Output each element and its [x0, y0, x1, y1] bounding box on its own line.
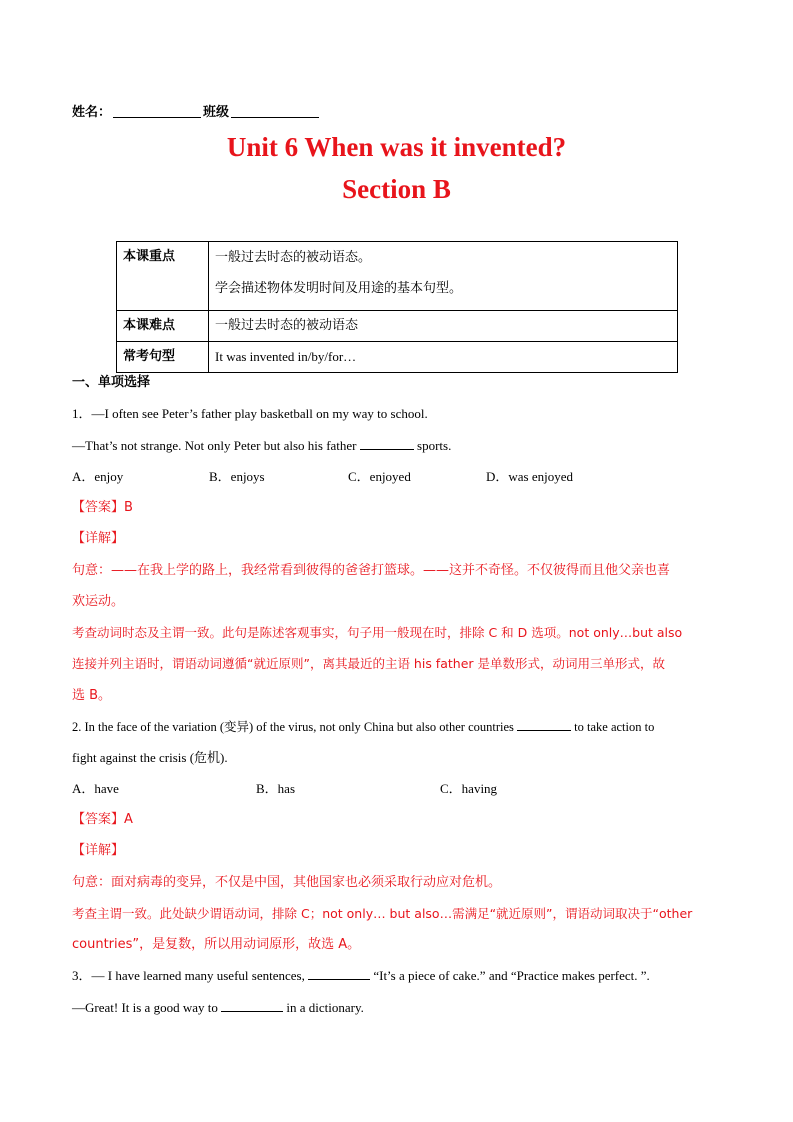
q1-stem-text: —That’s not strange. Not only Peter but also his father: [72, 438, 357, 453]
name-label: 姓名：: [72, 105, 112, 120]
row-label: 常考句型: [117, 342, 209, 373]
key-points-table: [116, 241, 678, 373]
q2-answer-blank[interactable]: [517, 718, 571, 731]
q2-stem-text-end: to take action to: [574, 720, 655, 734]
q1-option-b[interactable]: B．enjoys: [209, 469, 265, 484]
q3-answer-blank-2[interactable]: [221, 999, 283, 1012]
section-title: Section B: [342, 174, 451, 204]
row-value: [209, 242, 678, 311]
q1-explanation-line: 连接并列主语时，谓语动词遵循“就近原则”，离其最近的主语 his father 是单数形式，动词用三单形式，故: [72, 656, 665, 671]
q1-explanation-line: 考查动词时态及主谓一致。此句是陈述客观事实，句子用一般现在时，排除 C 和 D 选项。not only…but also: [72, 625, 683, 640]
row-value-line: 学会描述物体发明时间及用途的基本句型。: [215, 281, 463, 296]
row-label: 本课重点: [117, 242, 209, 311]
unit-title: Unit 6 When was it invented?: [226, 132, 567, 162]
table-row: [117, 242, 678, 311]
table-row: [117, 342, 678, 373]
q3-stem-text: 3．— I have learned many useful sentences,: [72, 968, 305, 983]
q1-option-a[interactable]: A．enjoy: [72, 469, 124, 484]
q2-answer: 【答案】A: [72, 812, 133, 827]
q1-explanation-line: 句意：——在我上学的路上，我经常看到彼得的爸爸打篮球。——这并不奇怪。不仅彼得而且他父亲也喜: [72, 563, 671, 578]
q2-stem-line1: [72, 717, 654, 737]
q2-detail-label: 【详解】: [72, 843, 125, 858]
q3-answer-blank-1[interactable]: [308, 967, 370, 980]
name-blank[interactable]: [113, 104, 201, 118]
q1-detail-label: 【详解】: [72, 531, 125, 546]
q2-option-a[interactable]: A．have: [72, 781, 119, 796]
q3-stem-line2: [72, 998, 364, 1018]
q1-stem-text-end: sports.: [417, 438, 452, 453]
q2-explanation-line: 句意：面对病毒的变异，不仅是中国，其他国家也必须采取行动应对危机。: [72, 875, 502, 890]
class-label: 班级: [203, 105, 230, 120]
row-value: 一般过去时态的被动语态: [209, 311, 678, 342]
q3-stem-text-end: “It’s a piece of cake.” and “Practice makes perfect. ”.: [373, 968, 650, 983]
q2-option-b[interactable]: B．has: [256, 781, 296, 796]
q1-option-c[interactable]: C．enjoyed: [348, 469, 411, 484]
q3-stem-text-end: in a dictionary.: [286, 1000, 364, 1015]
row-label: 本课难点: [117, 311, 209, 342]
q1-answer-blank[interactable]: [360, 437, 414, 450]
q1-stem-line1: 1．—I often see Peter’s father play basketball on my way to school.: [72, 406, 428, 421]
q2-option-c[interactable]: C．having: [440, 781, 498, 796]
row-value-line: 一般过去时态的被动语态。: [215, 250, 372, 265]
class-blank[interactable]: [231, 104, 319, 118]
q1-explanation-line: 选 B。: [72, 688, 112, 703]
q2-stem-line2: fight against the crisis (危机).: [72, 750, 228, 765]
q2-explanation-line: 考查主谓一致。此处缺少谓语动词，排除 C；not only… but also…需满足“就近原则”，谓语动词取决于“other: [72, 906, 693, 921]
q3-stem-line1: [72, 966, 650, 986]
section-heading: 一、单项选择: [72, 375, 151, 390]
q1-stem-line2: [72, 436, 451, 456]
q1-option-d[interactable]: D．was enjoyed: [486, 469, 574, 484]
q2-explanation-line: countries”，是复数，所以用动词原形，故选 A。: [72, 937, 361, 952]
q1-answer: 【答案】B: [72, 500, 133, 515]
row-value: It was invented in/by/for…: [209, 342, 678, 373]
q2-stem-text: 2. In the face of the variation (变异) of the virus, not only China but also other countries: [72, 720, 514, 734]
student-info-line: [72, 101, 321, 120]
table-row: [117, 311, 678, 342]
q1-explanation-line: 欢运动。: [72, 594, 125, 609]
q3-stem-text: —Great! It is a good way to: [72, 1000, 218, 1015]
